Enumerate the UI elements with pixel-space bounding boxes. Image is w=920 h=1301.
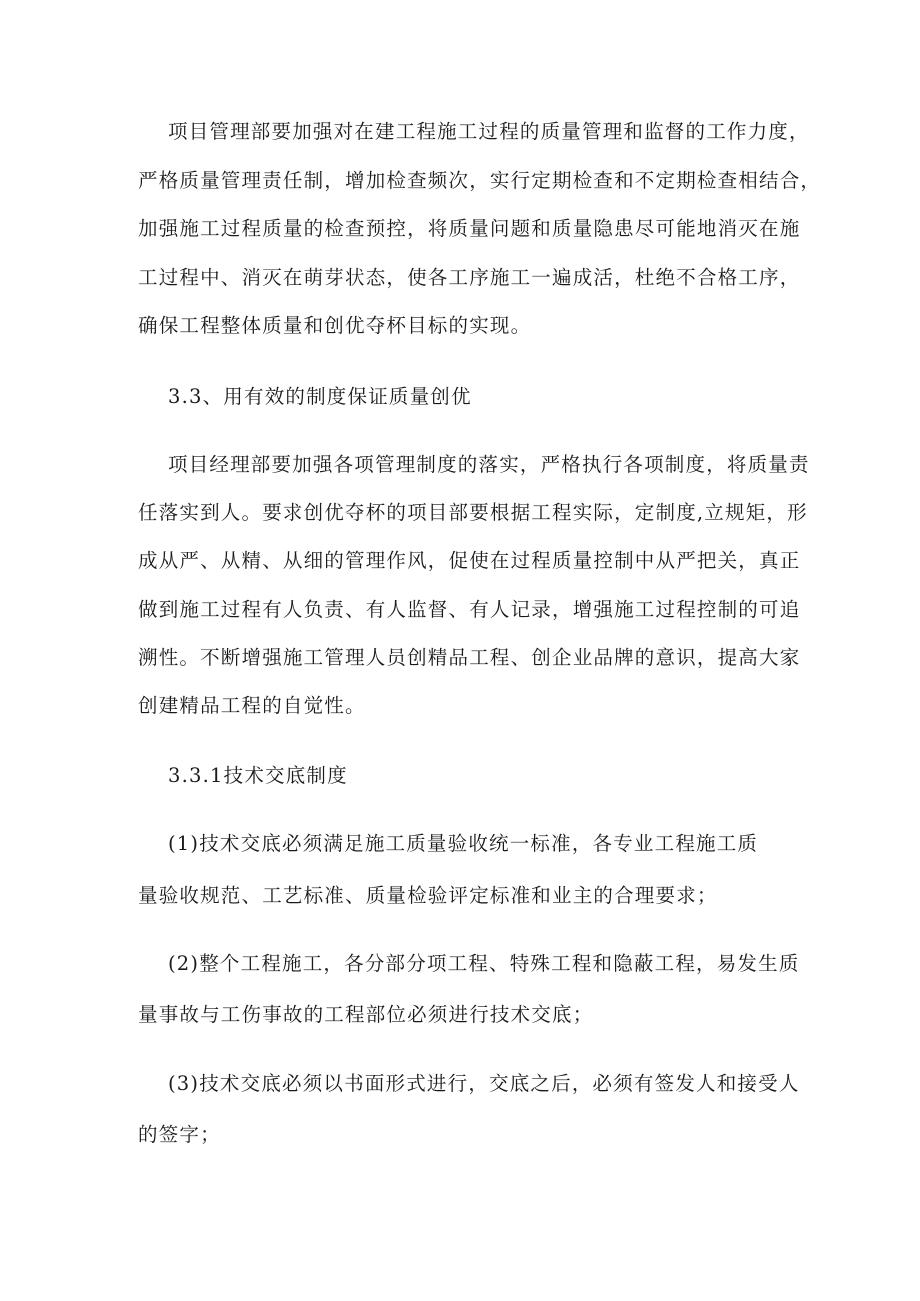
text-line: 溯性。不断增强施工管理人员创精品工程、创企业品牌的意识，提高大家: [138, 646, 801, 669]
text-line: (3)技术交底必须以书面形式进行，交底之后，必须有签发人和接受人: [168, 1072, 800, 1095]
text-line: 成从严、从精、从细的管理作风，促使在过程质量控制中从严把关，真正: [138, 549, 801, 572]
text-line: 工过程中、消灭在萌芽状态，使各工序施工一遍成活，杜绝不合格工序，: [138, 266, 801, 289]
text-line: 严格质量管理责任制，增加检查频次，实行定期检查和不定期检查相结合，: [138, 169, 822, 192]
text-line: 确保工程整体质量和创优夺杯目标的实现。: [138, 314, 532, 337]
text-line: 量验收规范、工艺标准、质量检验评定标准和业主的合理要求；: [138, 884, 718, 907]
text-line: 任落实到人。要求创优夺杯的项目部要根据工程实际，定制度,立规矩，形: [138, 501, 808, 524]
section-heading-3-3-1: 3.3.1技术交底制度: [168, 764, 348, 787]
text-line: 项目经理部要加强各项管理制度的落实，严格执行各项制度，将质量责: [168, 453, 810, 476]
text-line: 项目管理部要加强对在建工程施工过程的质量管理和监督的工作力度，: [168, 120, 810, 143]
text-line: 加强施工过程质量的检查预控，将质量问题和质量隐患尽可能地消灭在施: [138, 217, 801, 240]
text-line: 的签字；: [138, 1123, 221, 1146]
text-line: 创建精品工程的自觉性。: [138, 694, 366, 717]
text-line: 量事故与工伤事故的工程部位必须进行技术交底；: [138, 1003, 594, 1026]
text-line: (1)技术交底必须满足施工质量验收统一标准，各专业工程施工质: [168, 832, 759, 855]
section-heading-3-3: 3.3、用有效的制度保证质量创优: [168, 385, 472, 408]
text-line: 做到施工过程有人负责、有人监督、有人记录，增强施工过程控制的可追: [138, 598, 801, 621]
text-line: (2)整个工程施工，各分部分项工程、特殊工程和隐蔽工程，易发生质: [168, 952, 800, 975]
